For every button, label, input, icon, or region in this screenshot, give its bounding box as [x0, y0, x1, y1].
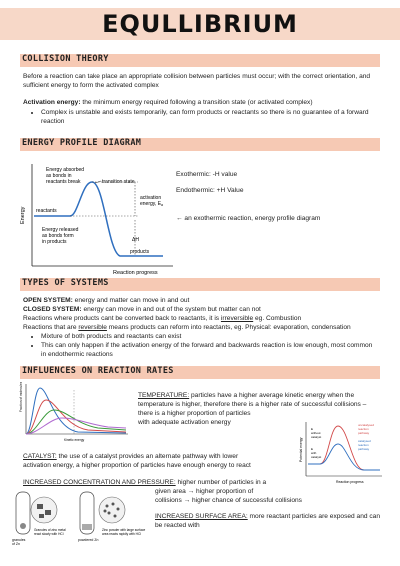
released-label-2: as bonds form [42, 233, 74, 239]
catalysed-label-3: pathway [358, 447, 370, 451]
section-header-energy-profile [20, 138, 380, 151]
curve-high-temp [26, 410, 126, 434]
open-system-line [23, 296, 378, 305]
temperature-line-4: with adequate activation energy [138, 419, 231, 426]
open-system-label: OPEN SYSTEM: [23, 297, 73, 304]
reversible-line [23, 323, 378, 332]
energy-profile-diagram [18, 160, 176, 278]
catalyst-line-2: activation energy, a higher proportion of particles have enough energy to react [23, 462, 251, 469]
ea-without-label: E [311, 427, 314, 431]
list-item: • Mixture of both products and reactants can exist [41, 332, 378, 341]
ea-without-label-2: without [311, 431, 321, 435]
irreversible-post: eg. Combustion [253, 315, 302, 322]
concentration-line-3: collisions → higher chance of successful collisions [155, 497, 302, 504]
uncatalysed-label-2: reaction [358, 427, 369, 431]
uncatalysed-label: uncatalysed [358, 423, 375, 427]
dist-x-label: Kinetic energy [64, 438, 85, 442]
closed-system-label: CLOSED SYSTEM: [23, 306, 82, 313]
maxwell-boltzmann-graph [18, 382, 130, 444]
released-label-3: in products [42, 239, 67, 245]
temperature-line-1 [138, 391, 383, 400]
collision-paragraph: Before a reaction can take place an appropriate collision between particles must occur; with the correct orientation, and sufficient energy to form the activated complex [23, 73, 371, 89]
temperature-text-1: particles have a higher average kinetic energy when the [189, 392, 355, 399]
powder-dot [112, 503, 115, 506]
section-header-label: INFLUENCES ON REACTION RATES [22, 366, 174, 376]
concentration-line-1 [23, 478, 323, 487]
catalyst-energy-graph [298, 420, 384, 486]
ea-with-label-2: with [311, 451, 317, 455]
zoom-circle-granules [31, 497, 57, 523]
catalyst-line-1 [23, 452, 298, 461]
irreversible-line [23, 314, 378, 323]
concentration-label: INCREASED CONCENTRATION AND PRESSURE: [23, 479, 176, 486]
ea-with-label-3: catalyst [311, 455, 322, 459]
surface-area-line-1 [155, 512, 385, 521]
catalyst-text [23, 452, 298, 470]
uncatalysed-label-3: pathway [358, 431, 370, 435]
zinc-powder [82, 524, 92, 530]
section-header-label: TYPES OF SYSTEMS [22, 278, 109, 288]
open-system-text: energy and matter can move in and out [72, 297, 190, 304]
granule-block [37, 504, 43, 509]
powder-dot [114, 515, 117, 518]
section-header-label: ENERGY PROFILE DIAGRAM [22, 138, 142, 148]
concentration-text-1: higher number of particles in a [175, 479, 267, 486]
dist-y-label: Fraction of molecules [19, 382, 23, 412]
tube-2-label-2: react slowly with HCl [34, 532, 64, 536]
transition-state-label: transition state [102, 179, 135, 185]
reversible-post: means products can reform into reactants, eg. Physical: evaporation, condensation [106, 324, 351, 331]
delta-h-label: ΔH [132, 237, 139, 243]
list-item: • This can only happen if the activation energy of the forward and backwards reaction is low enough, most common in endothermic reactions [41, 341, 378, 359]
powder-dot [106, 505, 109, 508]
activation-label-2: energy, $E_a$ [140, 201, 163, 207]
granule-block [45, 510, 51, 515]
activation-label-1: activation [140, 195, 162, 201]
reactants-label: reactants [36, 208, 57, 214]
zoom-circle-powder [99, 497, 125, 523]
list-item: • Complex is unstable and exists temporarily, can form products or reactants so there is no guarantee of a forward reaction [41, 108, 378, 126]
temperature-label: TEMPERATURE: [138, 392, 190, 399]
surface-area-tubes [10, 488, 150, 554]
absorbed-label-2: as bonds in [46, 173, 72, 179]
catalyst-label: CATALYST: [23, 453, 57, 460]
catalysed-label-2: reaction [358, 443, 369, 447]
surface-area-text [155, 512, 385, 530]
cat-y-label: Potential energy [299, 437, 303, 462]
exothermic-note: Exothermic: -H value [176, 171, 238, 178]
tube-1-label-2: of Zn [12, 542, 20, 546]
granule-block [39, 514, 44, 518]
powder-dot [104, 510, 107, 513]
section-header-influences [20, 366, 380, 379]
tube-4-label: Zinc powder with large surface [102, 528, 146, 532]
endothermic-note: Endothermic: +H Value [176, 187, 244, 194]
section-header-label: COLLISION THEORY [22, 54, 109, 64]
powder-dot [108, 512, 111, 515]
catalysed-label: catalysed [358, 439, 371, 443]
activation-energy-text: the minimum energy required following a transition state (or activated complex) [80, 99, 313, 106]
tube-1-label: granules [12, 538, 26, 542]
section-header-collision-theory [20, 54, 380, 67]
section-header-types-of-systems [20, 278, 380, 291]
closed-system-text: energy can move in and out of the system but matter can not [81, 306, 261, 313]
released-label-1: Energy released [42, 227, 79, 233]
tube-3-label: powdered Zn [78, 538, 99, 542]
closed-system-line [23, 305, 378, 314]
absorbed-label-3: reactants break [46, 179, 81, 185]
concentration-line-2: given area → higher proportion of [155, 488, 254, 495]
collision-bullets [23, 108, 378, 126]
reversible-word: reversible [78, 324, 107, 331]
surface-area-label: INCREASED SURFACE AREA: [155, 513, 248, 520]
surface-area-text-1: more reactant particles are exposed and can [247, 513, 381, 520]
activation-energy-label: Activation energy: [23, 99, 81, 106]
reversible-pre: Reactions that are [23, 324, 79, 331]
tube-2-label: Granules of zinc metal [34, 528, 66, 532]
ea-without-label-3: catalyst [311, 435, 322, 439]
surface-area-line-2: be reacted with [155, 522, 200, 529]
powder-dot [117, 508, 120, 511]
absorbed-label-1: Energy absorbed [46, 167, 85, 173]
activation-energy-definition [23, 98, 378, 107]
tube-4-label-2: area reacts rapidly with HCl [102, 532, 141, 536]
ea-with-label: E [311, 447, 314, 451]
zinc-granule [20, 523, 26, 529]
cat-x-label: Reaction progress [336, 480, 364, 484]
systems-text [23, 296, 378, 359]
catalyst-text-1: the use of a catalyst provides an alternate pathway with lower [56, 453, 239, 460]
y-axis-label: Energy [20, 206, 26, 224]
products-label: products [130, 249, 150, 255]
x-axis-label: Reaction progress [113, 270, 158, 276]
page-title: EQULLIBRIUM [102, 10, 298, 38]
temperature-line-2: temperature is higher, therefore there is a higher rate of successful collisions – [138, 401, 367, 408]
irreversible-word: irreversible [220, 315, 254, 322]
irreversible-pre: Reactions where products cant be converted back to reactants, it is [23, 315, 221, 322]
diagram-caption: ← an exothermic reaction, energy profile diagram [176, 215, 321, 222]
temperature-line-3: there is a higher proportion of particles [138, 410, 251, 417]
